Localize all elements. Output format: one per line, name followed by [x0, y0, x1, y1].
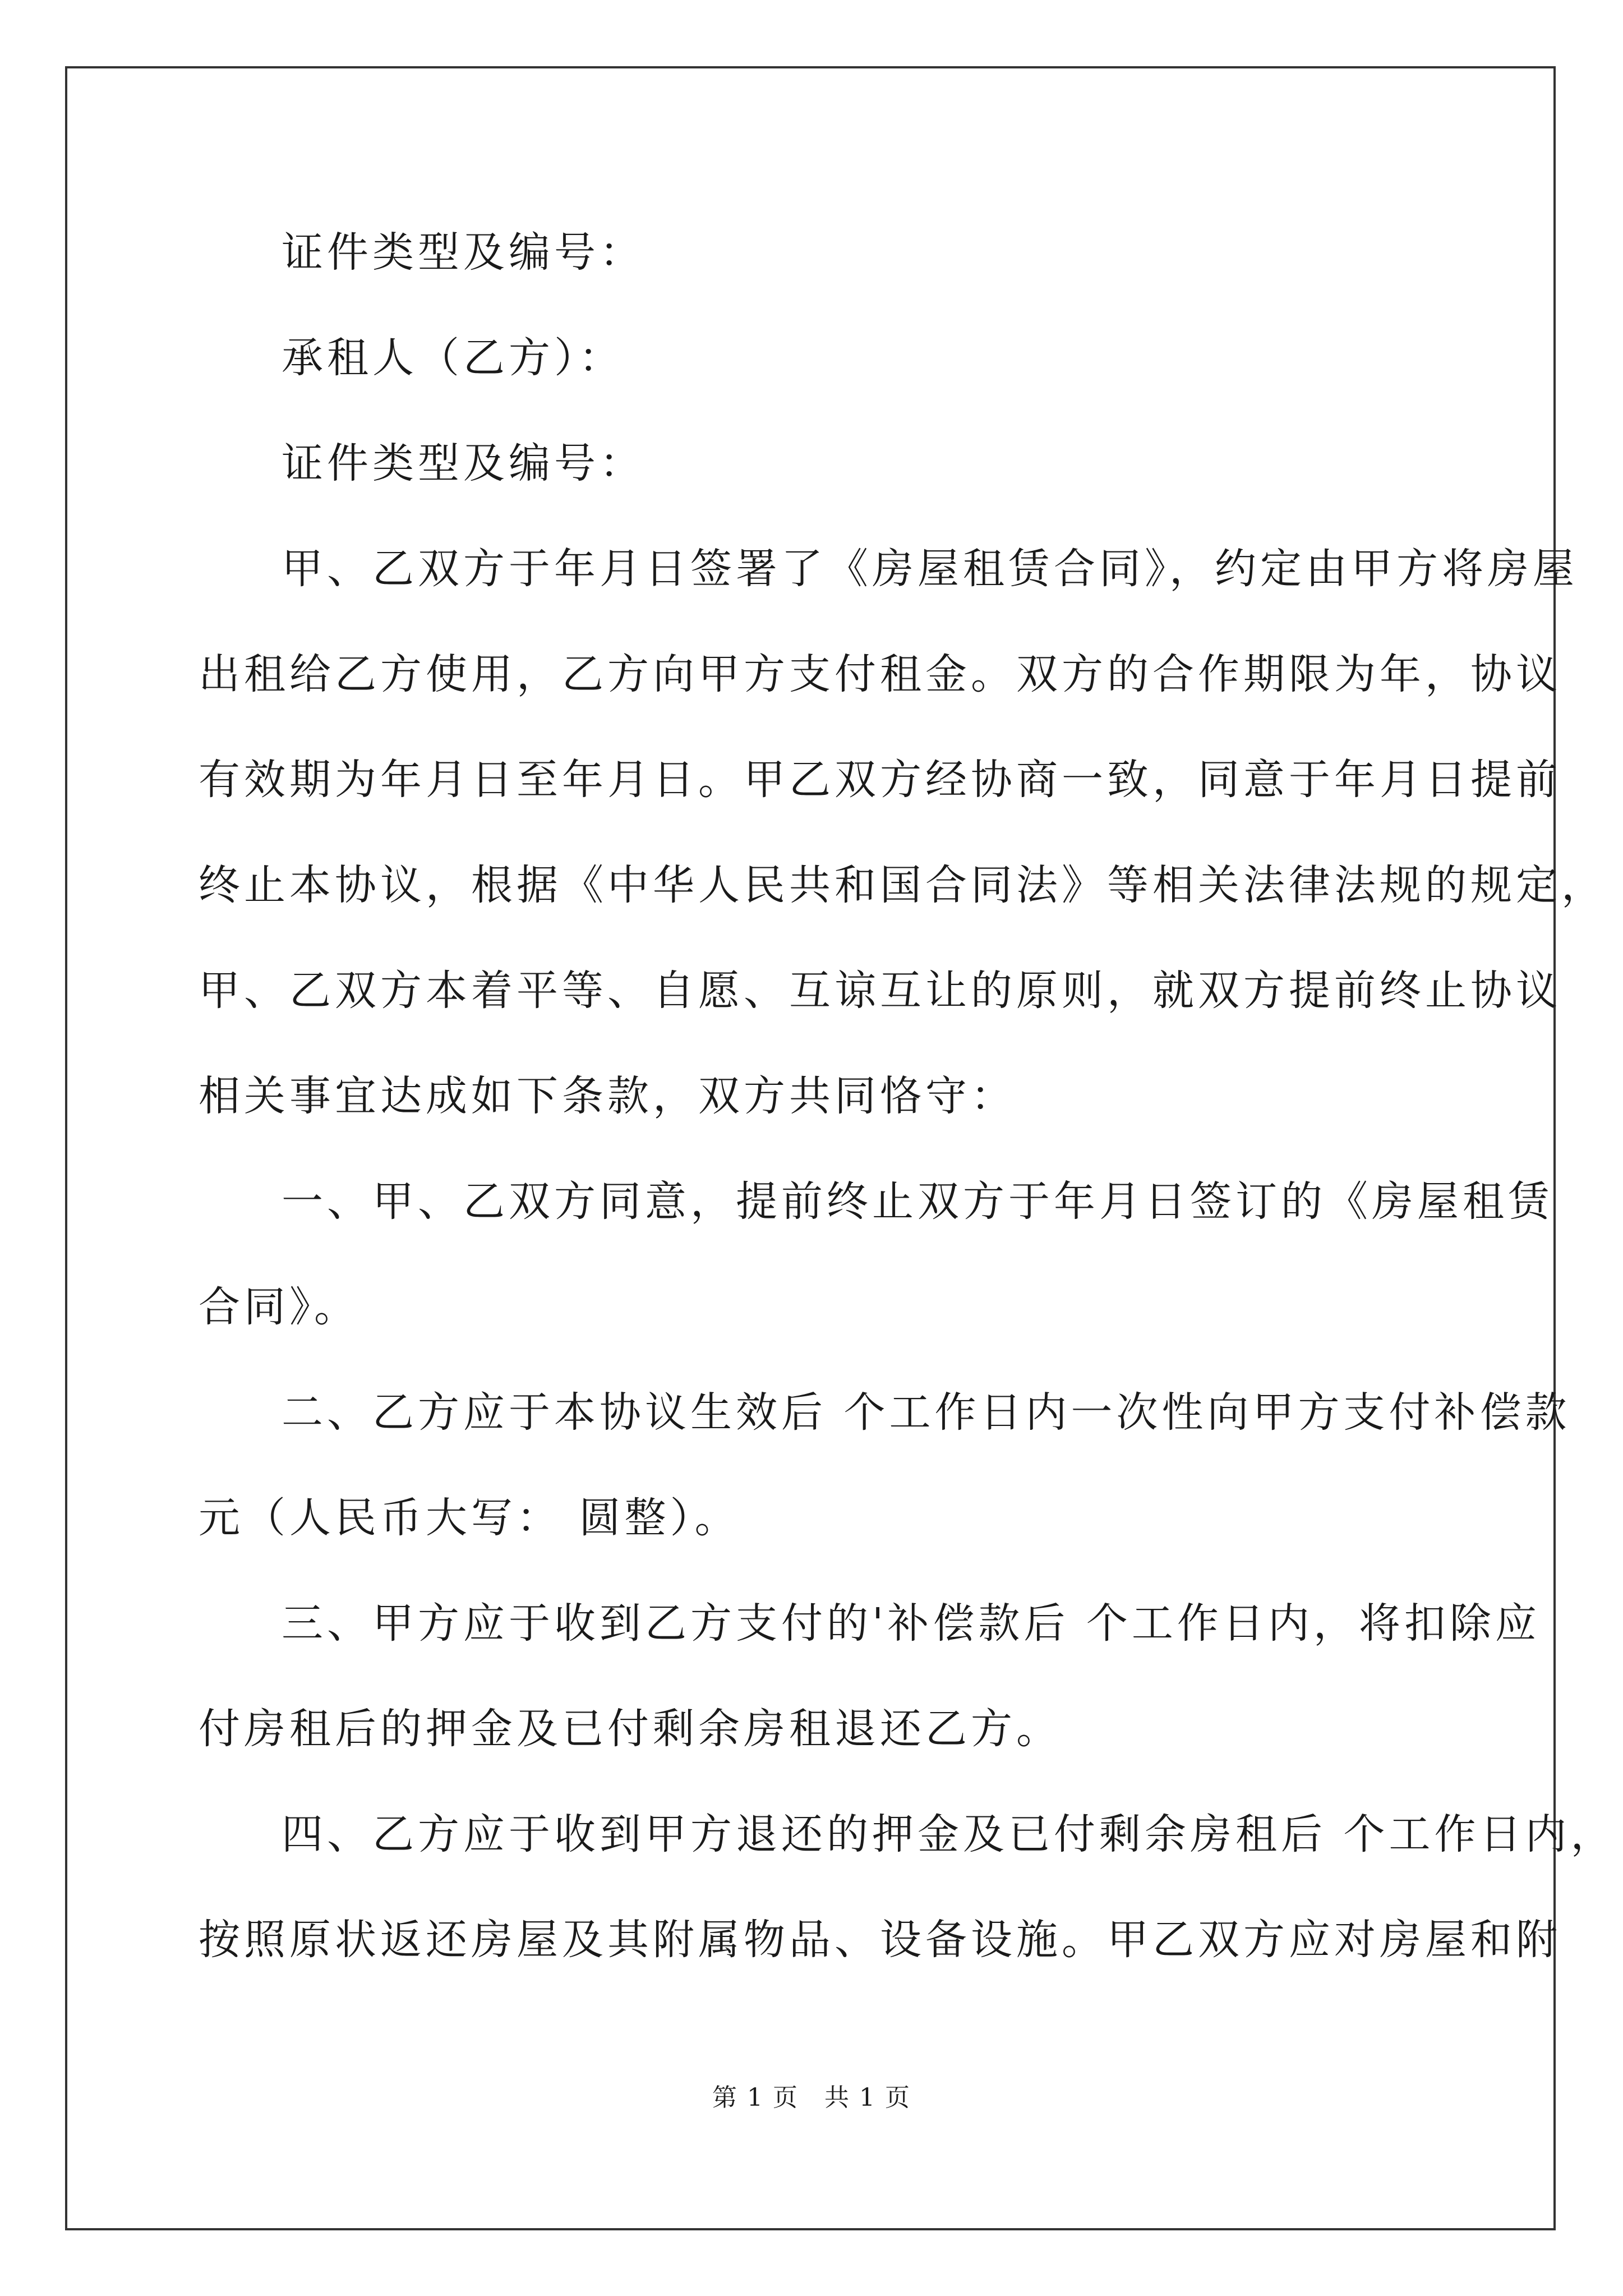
paragraph-line: 付房租后的押金及已付剩余房租退还乙方。 — [199, 1705, 1062, 1753]
paragraph-line: 甲、乙双方本着平等、自愿、互谅互让的原则，就双方提前终止协议 — [199, 967, 1561, 1015]
paragraph-line: 四、乙方应于收到甲方退还的押金及已付剩余房租后 个工作日内， — [282, 1810, 1616, 1858]
paragraph-line: 二、乙方应于本协议生效后 个工作日内一次性向甲方支付补偿款 — [282, 1388, 1571, 1437]
page-number-footer: 第 1 页 共 1 页 — [712, 2083, 911, 2112]
paragraph-line: 一、甲、乙双方同意，提前终止双方于年月日签订的《房屋租赁 — [282, 1177, 1553, 1226]
paragraph-line: 甲、乙双方于年月日签署了《房屋租赁合同》，约定由甲方将房屋 — [282, 545, 1578, 593]
paragraph-line: 终止本协议，根据《中华人民共和国合同法》等相关法律法规的规定， — [199, 861, 1607, 909]
paragraph-line: 相关事宜达成如下条款，双方共同恪守： — [199, 1072, 1016, 1120]
paragraph-line: 按照原状返还房屋及其附属物品、设备设施。甲乙双方应对房屋和附 — [199, 1916, 1561, 1964]
paragraph-line: 三、甲方应于收到乙方支付的'补偿款后 个工作日内，将扣除应 — [282, 1599, 1541, 1648]
paragraph-line: 有效期为年月日至年月日。甲乙双方经协商一致，同意于年月日提前 — [199, 756, 1561, 804]
paragraph-line: 承租人（乙方）： — [282, 334, 624, 382]
paragraph-line: 出租给乙方使用，乙方向甲方支付租金。双方的合作期限为年，协议 — [199, 650, 1561, 698]
paragraph-line: 元（人民币大写： 圆整）。 — [199, 1494, 740, 1542]
paragraph-line: 证件类型及编号： — [282, 228, 645, 277]
document-body — [199, 224, 1616, 2017]
paragraph-line: 合同》。 — [199, 1283, 359, 1331]
paragraph-line: 证件类型及编号： — [282, 439, 645, 487]
